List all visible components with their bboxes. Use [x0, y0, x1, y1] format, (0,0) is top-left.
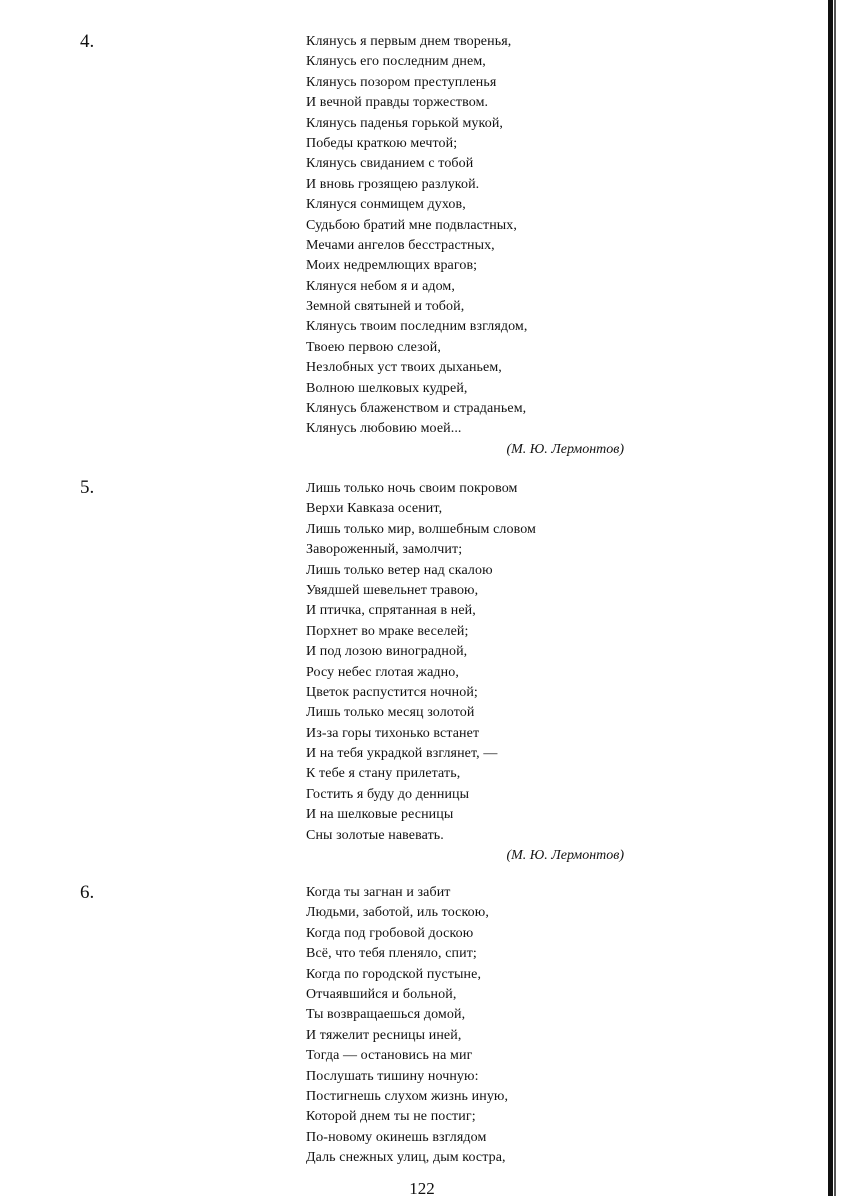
- poem-line: Клянусь паденья горькой мукой,: [306, 115, 504, 131]
- page-number: 122: [409, 1179, 435, 1198]
- poem-line: И вновь грозящею разлукой.: [306, 176, 480, 192]
- poem-line: Судьбою братий мне подвластных,: [306, 217, 518, 233]
- poem-line: Лишь только ночь своим покровом: [306, 481, 518, 496]
- poem-line: Клянусь его последним днем,: [306, 54, 486, 70]
- poem-line: И вечной правды торжеством.: [306, 95, 489, 111]
- poem-line: Лишь только ветер над скалою: [306, 562, 493, 578]
- poem-line: И тяжелит ресницы иней,: [306, 1027, 462, 1043]
- poem-line: Гостить я буду до денницы: [306, 786, 470, 802]
- poem-line: Клянуся сонмищем духов,: [306, 197, 466, 213]
- poem-line: Людьми, заботой, иль тоскою,: [306, 905, 489, 921]
- poem-line: Когда ты загнан и забит: [306, 885, 451, 900]
- poem-line: И птичка, спрятанная в ней,: [306, 603, 476, 619]
- poem-line: Даль снежных улиц, дым костра,: [306, 1150, 506, 1166]
- poem-line: Клянусь твоим последним взглядом,: [306, 319, 528, 335]
- poem-line: Клянуся небом я и адом,: [306, 278, 455, 294]
- poem-line: Моих недремлющих врагов;: [306, 258, 478, 274]
- poem-line: Ты возвращаешься домой,: [306, 1007, 466, 1023]
- poem-line: Цветок распустится ночной;: [306, 684, 478, 700]
- poem-line: Клянусь любовию моей...: [306, 421, 462, 437]
- poem-line: Твоею первою слезой,: [306, 339, 441, 355]
- poem-line: Росу небес глотая жадно,: [306, 664, 459, 680]
- poem-line: Тогда — остановись на миг: [306, 1048, 473, 1064]
- poem-block: [306, 883, 726, 1168]
- poem-line: Отчаявшийся и больной,: [306, 986, 457, 1002]
- poem-line: По-новому окинешь взглядом: [306, 1129, 487, 1145]
- scan-edge-shadow: [834, 0, 836, 1196]
- poem-line: Когда по городской пустыне,: [306, 966, 482, 982]
- poem-line: Порхнет во мраке веселей;: [306, 623, 469, 639]
- poem-line: К тебе я стану прилетать,: [306, 766, 461, 782]
- poem-line: Которой днем ты не постиг;: [306, 1109, 476, 1125]
- poem-line: Лишь только мир, волшебным словом: [306, 521, 537, 537]
- poem-line: Увядшей шевельнет травою,: [306, 582, 479, 598]
- poem-line: Клянусь свиданием с тобой: [306, 156, 474, 172]
- poem-line: Клянусь блаженством и страданьем,: [306, 401, 527, 417]
- poem-line: Земной святыней и тобой,: [306, 299, 465, 315]
- poem-line: Когда под гробовой доскою: [306, 925, 474, 941]
- poem-line: Всё, что тебя пленяло, спит;: [306, 946, 477, 962]
- poem-number: 4.: [80, 31, 95, 52]
- poem-line: Победы краткою мечтой;: [306, 135, 458, 151]
- poem-line: Из-за горы тихонько встанет: [306, 725, 480, 741]
- poem-line: Клянусь позором преступленья: [306, 74, 497, 90]
- poem-number: 6.: [80, 882, 95, 903]
- poem-line: Незлобных уст твоих дыханьем,: [306, 360, 502, 376]
- poem-line: И на шелковые ресницы: [306, 807, 454, 823]
- poem-number: 5.: [80, 477, 95, 498]
- poem-line: Мечами ангелов бесстрастных,: [306, 237, 495, 253]
- poem-attribution: (М. Ю. Лермонтов): [506, 848, 624, 864]
- poem-line: Завороженный, замолчит;: [306, 542, 463, 558]
- poem-line: Постигнешь слухом жизнь иную,: [306, 1088, 509, 1104]
- poem-line: Лишь только месяц золотой: [306, 705, 475, 721]
- poem-block: [306, 32, 726, 460]
- poem-line: И на тебя украдкой взглянет, —: [306, 746, 498, 762]
- poem-block: [306, 479, 726, 866]
- poem-line: Сны золотые навевать.: [306, 827, 444, 843]
- poem-line: Волною шелковых кудрей,: [306, 380, 468, 396]
- poem-line: И под лозою виноградной,: [306, 644, 468, 660]
- poem-attribution: (М. Ю. Лермонтов): [506, 441, 624, 457]
- poem-line: Верхи Кавказа осенит,: [306, 501, 443, 517]
- poem-line: Послушать тишину ночную:: [306, 1068, 479, 1084]
- poem-line: Клянусь я первым днем творенья,: [306, 34, 512, 49]
- scan-edge-shadow: [828, 0, 833, 1196]
